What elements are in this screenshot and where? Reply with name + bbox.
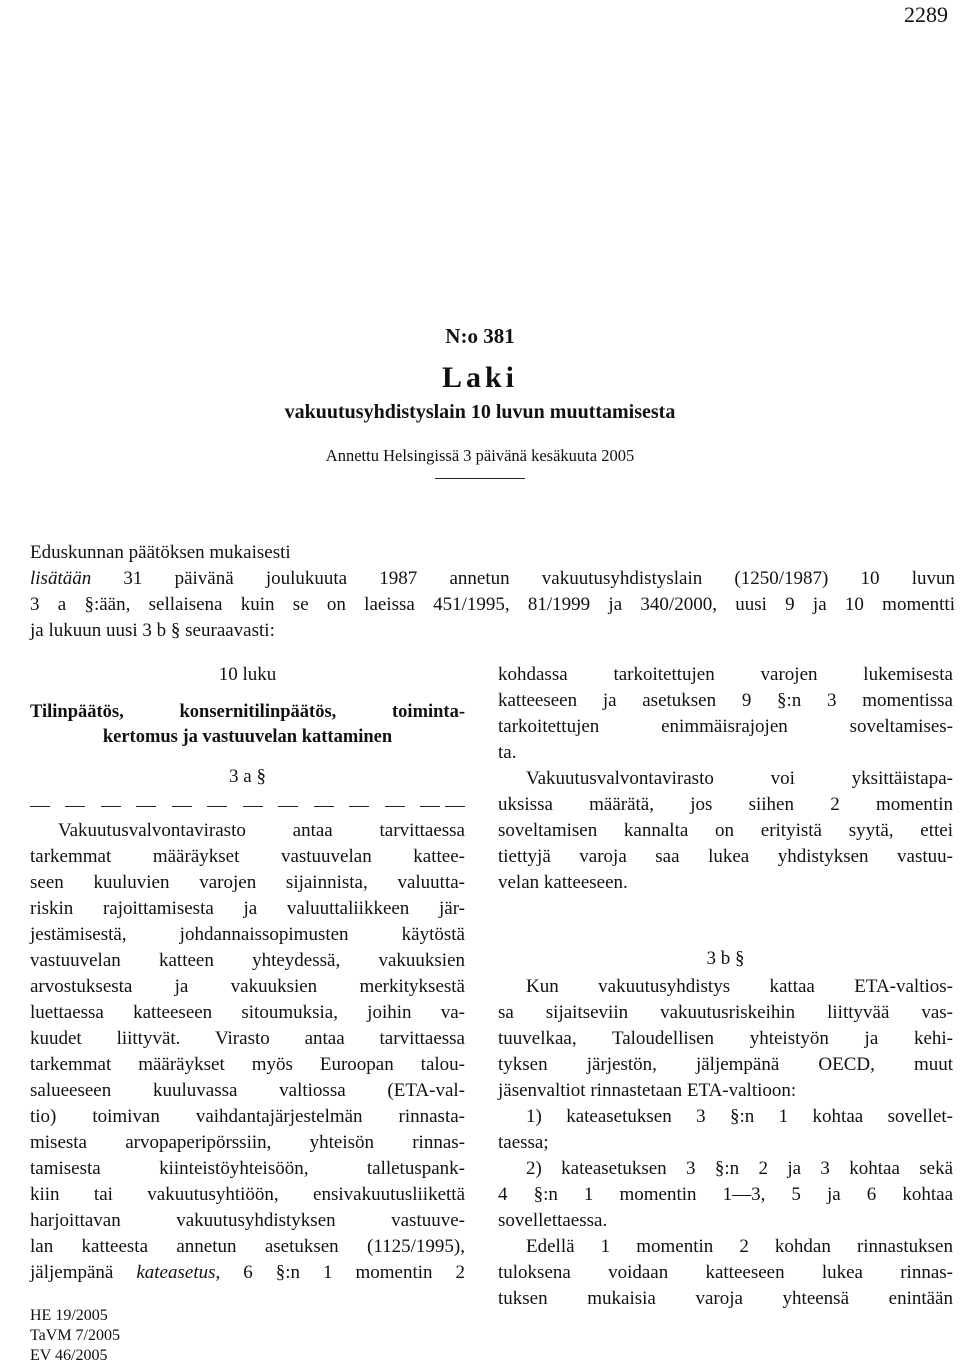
- paragraph-line: tuksen mukaisia varoja yhteensä enintään: [498, 1288, 953, 1309]
- omission-dashes: [30, 798, 465, 818]
- paragraph-line: jäsenvaltiot rinnastetaan ETA-valtioon:: [498, 1080, 797, 1101]
- law-subtitle: vakuutusyhdistyslain 10 luvun muuttamisesta: [284, 401, 676, 423]
- paragraph-line: seen kuuluvien varojen sijainnista, valuutta-: [30, 872, 465, 893]
- chapter-title: [30, 700, 465, 750]
- paragraph-line: tiettyjä varoja saa lukea yhdistyksen vastuu-: [498, 846, 953, 867]
- defined-term: kateasetus: [136, 1262, 216, 1283]
- paragraph-line: tarkemmat määräykset myös Euroopan talou-: [30, 1054, 465, 1075]
- paragraph: [498, 1104, 953, 1156]
- paragraph-line: velan katteeseen.: [498, 872, 628, 893]
- paragraph-line: sovellettaessa.: [498, 1210, 608, 1231]
- preamble-text: 31 päivänä joulukuuta 1987 annetun vakuutusyhdistyslain (1250/1987) 10 luvun: [91, 568, 955, 589]
- paragraph-line: tamisesta kiinteistöyhteisöön, talletuspank-: [30, 1158, 465, 1179]
- preamble-line: 3 a §:ään, sellaisena kuin se on laeissa 451/1995, 81/1999 ja 340/2000, uusi 9 ja 10 momentti: [30, 594, 955, 615]
- paragraph: [498, 662, 953, 766]
- enacted-line: Annettu Helsingissä 3 päivänä kesäkuuta 2005: [325, 446, 635, 465]
- amendment-verb: lisätään: [30, 568, 92, 589]
- chapter-title-line: Tilinpäätös, konsernitilinpäätös, toiminta-: [30, 702, 465, 722]
- header-divider: [435, 478, 525, 479]
- paragraph-line: uksissa määrätä, jos siihen 2 momentin: [498, 794, 953, 815]
- paragraph-line: Edellä 1 momentin 2 kohdan rinnastuksen: [526, 1236, 953, 1257]
- paragraph-line: misesta arvopaperipörssiin, yhteisön rinnas-: [30, 1132, 465, 1153]
- paragraph-line: arvostuksesta ja vakuuksien merkityksestä: [30, 976, 465, 997]
- chapter-number: 10 luku: [218, 664, 277, 685]
- paragraph: [498, 766, 953, 896]
- paragraph-line: jäljempänä kateasetus, 6 §:n 1 momentin 2: [30, 1262, 465, 1283]
- statute-number: N:o 381: [445, 324, 515, 348]
- paragraph-line: katteeseen ja asetuksen 9 §:n 3 momentissa: [498, 690, 953, 711]
- paragraph-line: lan katteesta annetun asetuksen (1125/1995),: [30, 1236, 465, 1257]
- chapter-title-line: kertomus ja vastuuvelan kattaminen: [102, 727, 393, 747]
- paragraph-line: Vakuutusvalvontavirasto antaa tarvittaessa: [58, 820, 465, 841]
- legislative-references: [30, 1306, 120, 1366]
- paragraph-line: taessa;: [498, 1132, 549, 1153]
- preamble-line: Eduskunnan päätöksen mukaisesti: [30, 542, 291, 563]
- paragraph-line: riskin rajoittamisesta ja valuuttaliikkeen jär-: [30, 898, 465, 919]
- left-column: [30, 662, 465, 1286]
- right-column: [498, 662, 953, 1312]
- law-heading: Laki: [441, 361, 519, 394]
- paragraph-line: tarkoitettujen enimmäisrajojen soveltamises-: [498, 716, 953, 737]
- paragraph: [498, 1156, 953, 1234]
- paragraph-line: Kun vakuutusyhdistys kattaa ETA-valtios-: [526, 976, 953, 997]
- paragraph-line: kuudet liittyvät. Virasto antaa tarvittaessa: [30, 1028, 465, 1049]
- paragraph-line: harjoittavan vakuutusyhdistyksen vastuuve-: [30, 1210, 465, 1231]
- preamble-line: ja lukuun uusi 3 b § seuraavasti:: [30, 620, 275, 641]
- paragraph-line: 1) kateasetuksen 3 §:n 1 kohtaa sovellet-: [526, 1106, 953, 1127]
- paragraph-line: ta.: [498, 742, 517, 763]
- paragraph-line: tuloksena voidaan katteeseen lukea rinnas-: [498, 1262, 953, 1283]
- paragraph-line: sa sijaitseviin vakuutusriskeihin liittyvää vas-: [498, 1002, 953, 1023]
- reference-line: HE 19/2005: [30, 1307, 108, 1324]
- paragraph-line: tio) toimivan vaihdantajärjestelmän rinnasta-: [30, 1106, 465, 1127]
- paragraph: [498, 974, 953, 1104]
- paragraph-line: tyksen järjestön, jäljempänä OECD, muut: [498, 1054, 953, 1075]
- document-header: [0, 324, 960, 479]
- paragraph-line: 2) kateasetuksen 3 §:n 2 ja 3 kohtaa sekä: [526, 1158, 953, 1179]
- paragraph-line: tarkemmat määräykset vastuuvelan kattee-: [30, 846, 465, 867]
- paragraph-line: jestämisestä, johdannaissopimusten käytöstä: [30, 924, 465, 945]
- page-number: 2289: [904, 2, 948, 27]
- paragraph-line: salueeseen kuuluvassa valtiossa (ETA-val-: [30, 1080, 465, 1101]
- paragraph-line: Vakuutusvalvontavirasto voi yksittäistapa-: [526, 768, 953, 789]
- reference-line: TaVM 7/2005: [30, 1327, 120, 1344]
- paragraph: [498, 1234, 953, 1312]
- section-3a-paragraph: [30, 818, 465, 1260]
- preamble: [30, 540, 955, 644]
- paragraph-line: luettaessa katteeseen sitoumuksia, joihin va-: [30, 1002, 465, 1023]
- paragraph-line: soveltamisen kannalta on erityistä syytä, ettei: [498, 820, 953, 841]
- paragraph-line: vastuuvelan katteen yhteydessä, vakuuksien: [30, 950, 465, 971]
- section-3b-heading: 3 b §: [706, 948, 745, 969]
- preamble-line: [30, 566, 955, 592]
- paragraph-line: kohdassa tarkoitettujen varojen lukemisesta: [498, 664, 953, 685]
- paragraph-line: tuuvelkaa, Taloudellisen yhteistyön ja kehi-: [498, 1028, 953, 1049]
- section-3a-heading: 3 a §: [229, 766, 266, 787]
- reference-line: EV 46/2005: [30, 1347, 108, 1364]
- paragraph-line: kiin tai vakuutusyhtiöön, ensivakuutusliikettä: [30, 1184, 465, 1205]
- paragraph-line: 4 §:n 1 momentin 1—3, 5 ja 6 kohtaa: [498, 1184, 953, 1205]
